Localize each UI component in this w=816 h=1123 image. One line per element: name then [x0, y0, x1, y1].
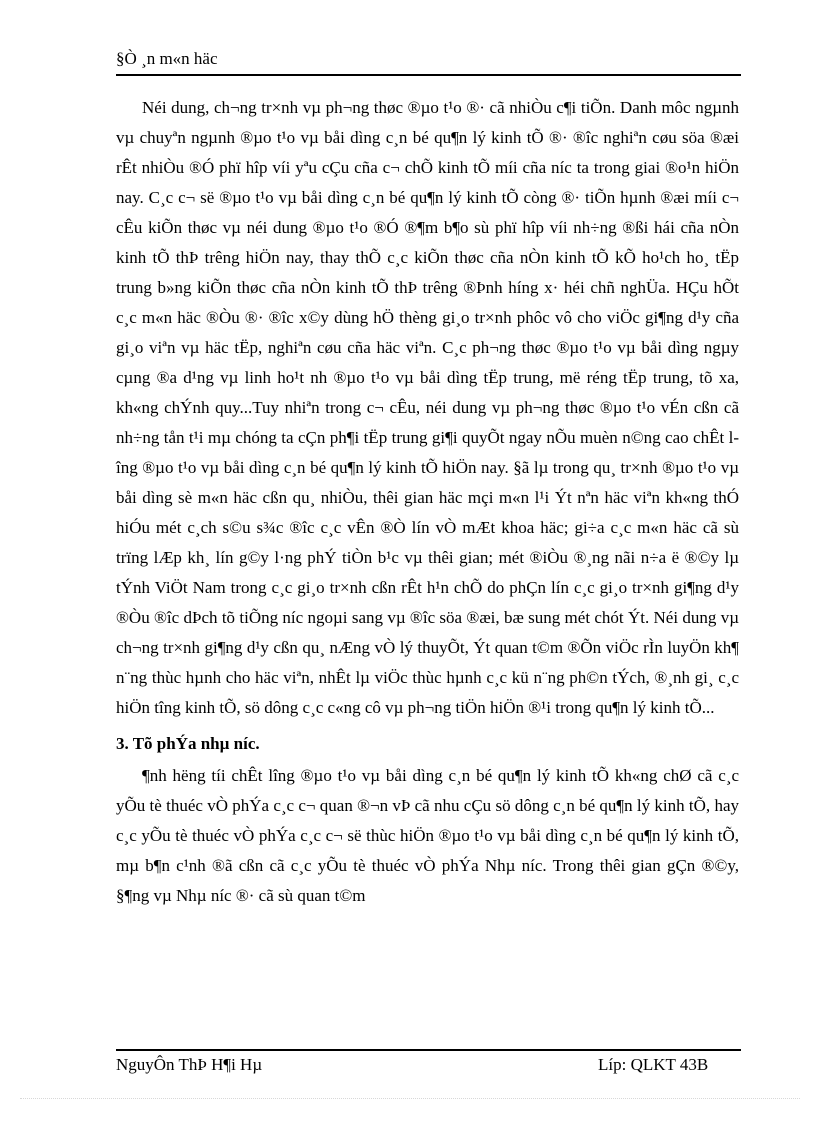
page-header-title: §Ò ¸n m«n häc [116, 49, 218, 68]
document-body [116, 93, 739, 911]
body-paragraph: ¶nh hëng tíi chÊt lîng ®µo t¹o vµ båi dìng c¸n bé qu¶n lý kinh tÕ kh«ng chØ cã c¸c yÕu tè thuéc vÒ phÝa c¸c c¬ quan ®¬n vÞ cã nhu cÇu sö dông c¸n bé qu¶n lý kinh tÕ, hay c¸c yÕu tè thuéc vÒ phÝa c¸c c¬ së thùc hiÖn ®µo t¹o vµ båi dìng c¸n bé qu¶n lý kinh tÕ, mµ b¶n c¹nh ®ã cßn cã c¸c yÕu tè thuéc vÒ phÝa Nhµ níc. Trong thêi gian gÇn ®©y, §¶ng vµ Nhµ níc ®· cã sù quan t©m [116, 766, 739, 905]
footer-divider [116, 1049, 741, 1051]
footer-class: Líp: QLKT 43B [598, 1055, 709, 1074]
body-paragraph: Néi dung, ch¬ng tr×nh vµ ph¬ng thøc ®µo t¹o ®· cã nhiÒu c¶i tiÕn. Danh môc ngµnh vµ chuyªn ngµnh ®µo t¹o vµ båi dìng c¸n bé qu¶n lý kinh tÕ ®· ®îc nghiªn cøu söa ®æi rÊt nhiÒu ®Ó phï hîp víi yªu cÇu cña c¬ chÕ kinh tÕ míi cña níc ta trong giai ®o¹n hiÖn nay. C¸c c¬ së ®µo t¹o vµ båi dìng c¸n bé qu¶n lý kinh tÕ còng ®· tiÕn hµnh ®æi míi c¬ cÊu kiÕn thøc vµ néi dung ®µo t¹o ®Ó ®¶m b¶o sù phï hîp víi nh÷ng ®ßi hái cña nÒn kinh tÕ thÞ trêng hiÖn nay, thay thÕ c¸c kiÕn thøc cña nÒn kinh tÕ kÕ ho¹ch ho¸ tËp trung b»ng kiÕn thøc cña nÒn kinh tÕ thÞ trêng ®Þnh híng x· héi chñ nghÜa. HÇu hÕt c¸c m«n häc ®Òu ®· ®îc x©y dùng hÖ thèng gi¸o tr×nh phôc vô cho viÖc gi¶ng d¹y cña gi¸o viªn vµ häc tËp, nghiªn cøu cña häc viªn. C¸c ph¬ng thøc ®µo t¹o vµ båi dìng ngµy cµng ®a d¹ng vµ linh ho¹t nh ®µo t¹o vµ båi dìng tËp trung, më réng tËp trung, tõ xa, kh«ng chÝnh quy...Tuy nhiªn trong c¬ cÊu, néi dung vµ ph¬ng thøc ®µo t¹o vÉn cßn cã nh÷ng tån t¹i mµ chóng ta cÇn ph¶i tËp trung gi¶i quyÕt ngay nÕu muèn n©ng cao chÊt lîng ®µo t¹o vµ båi dìng c¸n bé qu¶n lý kinh tÕ hiÖn nay. §ã lµ trong qu¸ tr×nh ®µo t¹o vµ båi dìng sè m«n häc cßn qu¸ nhiÒu, thêi gian häc mçi m«n l¹i Ýt nªn häc viªn kh«ng thÓ hiÓu mét c¸ch s©u s¾c ®îc c¸c vÊn ®Ò lín vÒ mÆt khoa häc; gi÷a c¸c m«n häc cã sù trïng lÆp kh¸ lín g©y l·ng phÝ tiÒn b¹c vµ thêi gian; mét ®iÒu ®¸ng nãi n÷a ë ®©y lµ tÝnh ViÖt Nam trong c¸c gi¸o tr×nh cßn rÊt h¹n chÕ do phÇn lín c¸c gi¸o tr×nh gi¶ng d¹y ®Òu ®îc dÞch tõ tiÕng níc ngoµi sang vµ ®îc söa ®æi, bæ sung mét chót Ýt. Néi dung vµ ch¬ng tr×nh gi¶ng d¹y cßn qu¸ nÆng vÒ lý thuyÕt, Ýt quan t©m ®Õn viÖc rÌn luyÖn kh¶ n¨ng thùc hµnh cho häc viªn, nhÊt lµ viÖc thùc hµnh c¸c kü n¨ng ph©n tÝch, ®¸nh gi¸ c¸c hiÖn tîng kinh tÕ, sö dông c¸c c«ng cô vµ ph¬ng tiÖn hiÖn ®¹i trong qu¶n lý kinh tÕ... [116, 98, 739, 717]
page-bottom-edge [20, 1098, 800, 1099]
footer-author: NguyÔn ThÞ H¶i Hµ [116, 1055, 263, 1074]
section-heading: 3. Tõ phÝa nhµ níc. [116, 734, 260, 753]
header-divider [116, 74, 741, 76]
